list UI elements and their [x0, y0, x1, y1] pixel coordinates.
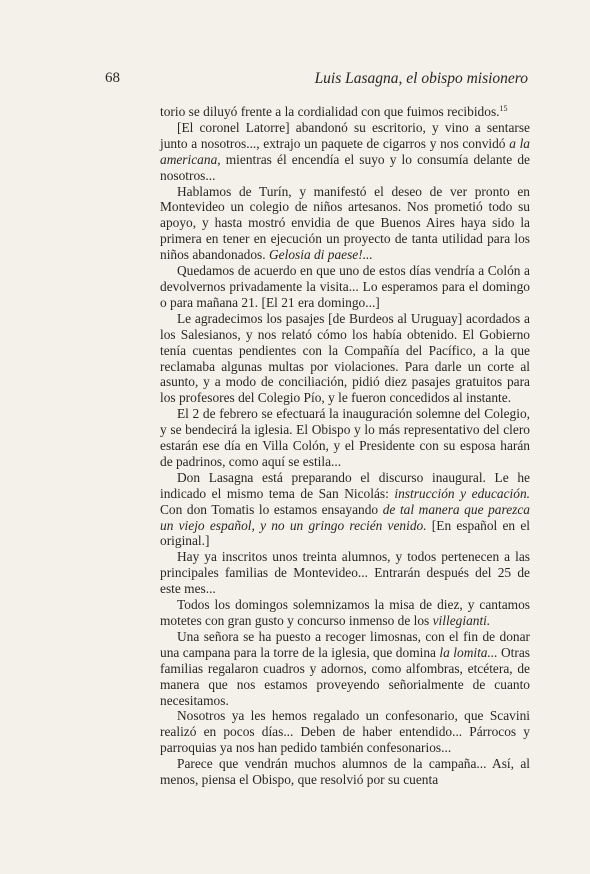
body-text [160, 104, 530, 788]
italic-text: a la americana [160, 135, 530, 167]
paragraph [160, 263, 530, 311]
paragraph-text: [El coronel Latorre] abandonó su escritorio, y vino a sentarse junto a nosotros..., extrajo un paquete de cigarros y nos convidó [160, 119, 530, 151]
paragraph-text: Con don Tomatis lo estamos ensayando [160, 501, 383, 517]
page-header [105, 70, 528, 90]
paragraph-text: Don Lasagna está preparando el discurso inaugural. Le he indicado el mismo tema de San Nicolás: [160, 469, 530, 501]
paragraph [160, 597, 530, 629]
paragraph-text: El 2 de febrero se efectuará la inauguración solemne del Colegio, y se bendecirá la iglesia. El Obispo y lo más representativo del clero estarán ese día en Villa Colón, y el Presidente con su esposa harán de padrinos, como aquí se estila... [160, 406, 530, 469]
paragraph [160, 406, 530, 470]
running-title: Luis Lasagna, el obispo misionero [314, 70, 528, 87]
paragraph-text: torio se diluyó frente a la cordialidad con que fuimos recibidos. [160, 104, 500, 119]
paragraph [160, 470, 530, 550]
paragraph [160, 756, 530, 788]
paragraph-text: Quedamos de acuerdo en que uno de estos días vendría a Colón a devolvernos privadamente la visita... Lo esperamos para el domingo o para mañana 21. [El 21 era domingo...] [160, 263, 530, 310]
paragraph-text: Una señora se ha puesto a recoger limosnas, con el fin de donar una campana para la torre de la iglesia, que domina [160, 628, 530, 660]
footnote-marker: 15 [499, 104, 508, 113]
paragraph [160, 184, 530, 264]
paragraph-text: Le agradecimos los pasajes [de Burdeos al Uruguay] acordados a los Salesianos, y nos relató cómo los había obtenido. El Gobierno tenía cuentas pendientes con la Compañía del Pacífico, a la que reclamaba algunas multas por violaciones. Para darle un corte al asunto, y a modo de conciliación, pidió diez pasajes gratuitos para los profesores del Colegio Pío, y le fueron concedidos al instante. [160, 310, 530, 406]
italic-text: la lomita... [439, 644, 498, 660]
paragraph-text: Otras familias regalaron cuadros y adornos, como alfombras, etcétera, de manera que nos estamos proveyendo señorialmente de cuanto necesitamos. [160, 644, 530, 708]
paragraph [160, 311, 530, 406]
italic-text: instrucción y educación. [394, 485, 530, 501]
paragraph [160, 104, 530, 120]
italic-text: de tal manera que parezca un viejo español, y no un gringo recién venido. [160, 501, 531, 533]
paragraph-text: Hablamos de Turín, y manifestó el deseo de ver pronto en Montevideo un colegio de niños artesanos. Nos prometió todo su apoyo, y hasta mostró envidia de que Buenos Aires haya sido la primera en tener en ejecución un proyecto de tanta utilidad para los niños abandonados. [160, 183, 530, 263]
paragraph [160, 549, 530, 597]
paragraph-text: , mientras él encendía el suyo y lo consumía delante de nosotros... [160, 151, 530, 183]
italic-text: Gelosia di paese!... [268, 247, 373, 263]
italic-text: villegianti. [432, 613, 491, 628]
paragraph-text: Todos los domingos solemnizamos la misa de diez, y cantamos motetes con gran gusto y concurso inmenso de los [160, 597, 530, 628]
paragraph-text: Hay ya inscritos unos treinta alumnos, y todos pertenecen a las principales familias de Montevideo... Entrarán después del 25 de este mes... [160, 549, 530, 597]
paragraph [160, 120, 530, 184]
paragraph-text: [En español en el original.] [160, 517, 530, 549]
paragraph-text: Nosotros ya les hemos regalado un confesonario, que Scavini realizó en pocos días... Deben de haber entendido... Párrocos y parroquias ya nos han pedido también confesonarios... [160, 708, 530, 756]
paragraph-text: Parece que vendrán muchos alumnos de la campaña... Así, al menos, piensa el Obispo, que resolvió por su cuenta [160, 756, 530, 788]
page-number: 68 [105, 70, 120, 86]
paragraph [160, 629, 530, 709]
paragraph [160, 708, 530, 756]
